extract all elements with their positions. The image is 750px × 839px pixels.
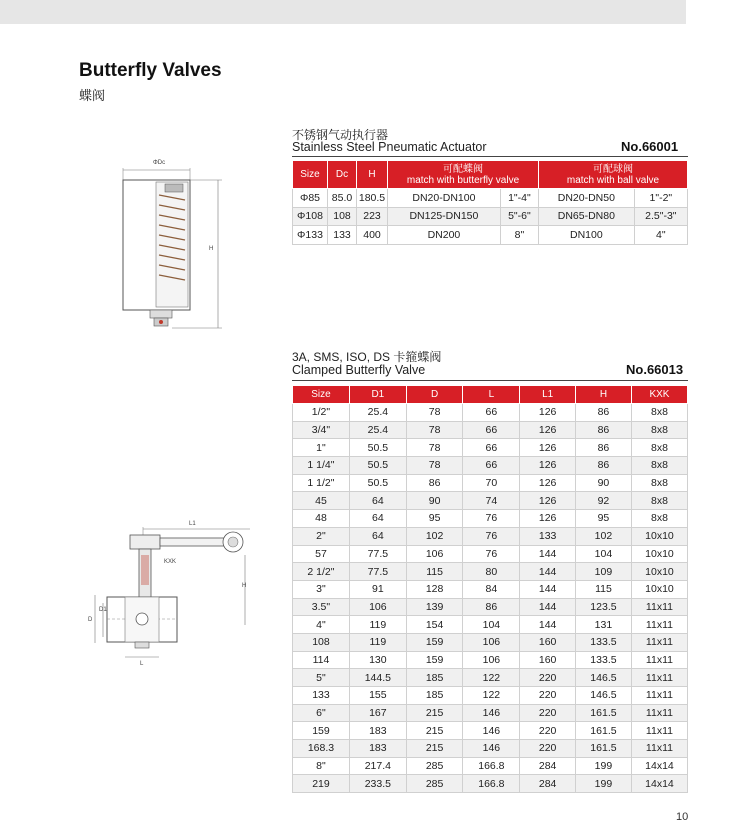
clamped-table — [292, 385, 688, 793]
table-cell: 78 — [406, 404, 463, 422]
table-cell: 144 — [520, 545, 576, 563]
table-cell: 86 — [575, 439, 631, 457]
table-cell: 86 — [575, 457, 631, 475]
table-cell: 180.5 — [357, 189, 388, 208]
table-row — [293, 545, 688, 563]
table-cell: 215 — [406, 740, 463, 758]
table-row — [293, 492, 688, 510]
table-cell: 219 — [293, 775, 350, 793]
table-cell: Φ108 — [293, 207, 328, 226]
table-cell: 159 — [406, 651, 463, 669]
table-cell: 102 — [575, 527, 631, 545]
table-cell: 146 — [463, 704, 520, 722]
table-row — [293, 740, 688, 758]
table-cell: 139 — [406, 598, 463, 616]
table-cell: 104 — [463, 616, 520, 634]
table-cell: 133.5 — [575, 651, 631, 669]
table-cell: 126 — [520, 421, 576, 439]
table-cell: 86 — [463, 598, 520, 616]
table-row — [293, 510, 688, 528]
page-subtitle: 蝶阀 — [79, 88, 106, 103]
table-row — [293, 404, 688, 422]
table-cell: 106 — [349, 598, 406, 616]
table-cell: 146 — [463, 740, 520, 758]
table-cell: 11x11 — [631, 740, 687, 758]
dimension-label-d1: D1 — [99, 607, 107, 613]
table-cell: 92 — [575, 492, 631, 510]
table-cell: 155 — [349, 687, 406, 705]
dimension-label-h: H — [209, 246, 214, 252]
table-cell: 11x11 — [631, 651, 687, 669]
table-cell: 14x14 — [631, 775, 687, 793]
table-cell: 106 — [463, 651, 520, 669]
table-cell: 86 — [575, 404, 631, 422]
table-cell: 25.4 — [349, 404, 406, 422]
table-row — [293, 616, 688, 634]
table-cell: 161.5 — [575, 740, 631, 758]
table-cell: Φ85 — [293, 189, 328, 208]
table-cell: 1"-4" — [500, 189, 538, 208]
actuator-title-en: Stainless Steel Pneumatic Actuator — [292, 140, 487, 154]
table-cell: 215 — [406, 722, 463, 740]
table-cell: 77.5 — [349, 545, 406, 563]
table-cell: 11x11 — [631, 616, 687, 634]
table-cell: 91 — [349, 580, 406, 598]
actuator-number: No.66001 — [621, 139, 679, 154]
table-cell: 144 — [520, 563, 576, 581]
table-cell: 223 — [357, 207, 388, 226]
col-header-kxk: KXK — [631, 386, 687, 404]
table-cell: 8x8 — [631, 421, 687, 439]
table-cell: 8x8 — [631, 439, 687, 457]
table-cell: 1 1/2" — [293, 474, 350, 492]
table-cell: 76 — [463, 510, 520, 528]
table-cell: 6" — [293, 704, 350, 722]
actuator-table — [292, 160, 688, 245]
page-number: 10 — [676, 811, 689, 823]
table-cell: 78 — [406, 457, 463, 475]
table-cell: 108 — [328, 207, 357, 226]
table-cell: 8" — [293, 757, 350, 775]
table-row — [293, 207, 688, 226]
table-row — [293, 226, 688, 245]
table-cell: 217.4 — [349, 757, 406, 775]
table-cell: 1 1/4" — [293, 457, 350, 475]
table-cell: 14x14 — [631, 757, 687, 775]
table-row — [293, 421, 688, 439]
table-cell: 8x8 — [631, 510, 687, 528]
table-cell: 1/2" — [293, 404, 350, 422]
table-row — [293, 651, 688, 669]
table-cell: 199 — [575, 775, 631, 793]
table-cell: DN20-DN100 — [388, 189, 501, 208]
table-cell: 8x8 — [631, 457, 687, 475]
table-row — [293, 704, 688, 722]
table-cell: 8" — [500, 226, 538, 245]
table-cell: 64 — [349, 527, 406, 545]
table-cell: 220 — [520, 704, 576, 722]
col-header-h: H — [357, 161, 388, 189]
table-cell: 76 — [463, 545, 520, 563]
dimension-label-l1: L1 — [189, 521, 196, 527]
table-cell: 133 — [328, 226, 357, 245]
clamped-title-en: Clamped Butterfly Valve — [292, 363, 426, 377]
table-cell: 108 — [293, 633, 350, 651]
table-row — [293, 474, 688, 492]
table-cell: 144 — [520, 616, 576, 634]
table-cell: 8x8 — [631, 492, 687, 510]
page-title: Butterfly Valves — [79, 60, 222, 81]
table-cell: 70 — [463, 474, 520, 492]
table-cell: 3.5" — [293, 598, 350, 616]
table-cell: 185 — [406, 687, 463, 705]
table-cell: 64 — [349, 492, 406, 510]
dimension-label-dc: ΦDc — [153, 160, 166, 166]
butterfly-header-en: match with butterfly valve — [406, 174, 520, 186]
table-cell: 4" — [293, 616, 350, 634]
table-cell: 220 — [520, 669, 576, 687]
table-cell: 64 — [349, 510, 406, 528]
table-cell: 80 — [463, 563, 520, 581]
table-cell: 109 — [575, 563, 631, 581]
table-cell: 11x11 — [631, 704, 687, 722]
col-header-dc: Dc — [328, 161, 357, 189]
table-cell: 102 — [406, 527, 463, 545]
table-cell: 4" — [634, 226, 687, 245]
table-row — [293, 580, 688, 598]
table-cell: 144 — [520, 598, 576, 616]
section-rule — [292, 380, 688, 381]
table-cell: 284 — [520, 757, 576, 775]
table-cell: 122 — [463, 669, 520, 687]
table-cell: 74 — [463, 492, 520, 510]
table-cell: 10x10 — [631, 545, 687, 563]
table-cell: 3" — [293, 580, 350, 598]
table-cell: DN200 — [388, 226, 501, 245]
table-cell: 85.0 — [328, 189, 357, 208]
table-cell: DN100 — [539, 226, 635, 245]
table-cell: 161.5 — [575, 704, 631, 722]
table-cell: 5"-6" — [500, 207, 538, 226]
table-cell: 126 — [520, 439, 576, 457]
table-cell: 1" — [293, 439, 350, 457]
table-cell: 78 — [406, 439, 463, 457]
table-cell: 2.5"-3" — [634, 207, 687, 226]
clamped-number: No.66013 — [626, 362, 684, 377]
table-cell: 146.5 — [575, 687, 631, 705]
actuator-title-cn: 不锈钢气动执行器 — [292, 128, 389, 142]
table-cell: 57 — [293, 545, 350, 563]
table-cell: DN65-DN80 — [539, 207, 635, 226]
table-cell: 185 — [406, 669, 463, 687]
table-cell: 161.5 — [575, 722, 631, 740]
table-cell: DN125-DN150 — [388, 207, 501, 226]
table-cell: 183 — [349, 740, 406, 758]
table-row — [293, 563, 688, 581]
table-cell: 11x11 — [631, 598, 687, 616]
table-cell: 5" — [293, 669, 350, 687]
table-cell: 133 — [293, 687, 350, 705]
actuator-table-body — [293, 189, 688, 245]
col-header-h: H — [575, 386, 631, 404]
table-cell: 66 — [463, 404, 520, 422]
table-cell: 48 — [293, 510, 350, 528]
table-cell: 119 — [349, 616, 406, 634]
table-cell: 8x8 — [631, 474, 687, 492]
table-cell: 66 — [463, 439, 520, 457]
table-cell: 220 — [520, 740, 576, 758]
table-cell: 215 — [406, 704, 463, 722]
top-bar — [0, 0, 686, 24]
table-cell: 90 — [575, 474, 631, 492]
col-header-size: Size — [293, 386, 350, 404]
table-cell: 166.8 — [463, 757, 520, 775]
dimension-label-kxk: KXK — [164, 559, 177, 565]
table-cell: 66 — [463, 421, 520, 439]
table-cell: 115 — [406, 563, 463, 581]
table-cell: 285 — [406, 775, 463, 793]
col-header-l1: L1 — [520, 386, 576, 404]
table-cell: 11x11 — [631, 722, 687, 740]
dimension-label-l: L — [140, 661, 144, 667]
table-row — [293, 598, 688, 616]
table-cell: 167 — [349, 704, 406, 722]
table-cell: 126 — [520, 492, 576, 510]
table-cell: 78 — [406, 421, 463, 439]
table-cell: 104 — [575, 545, 631, 563]
col-header-d: D — [406, 386, 463, 404]
table-cell: 126 — [520, 404, 576, 422]
table-row — [293, 757, 688, 775]
table-cell: 199 — [575, 757, 631, 775]
table-cell: 168.3 — [293, 740, 350, 758]
table-cell: 144 — [520, 580, 576, 598]
table-cell: 160 — [520, 633, 576, 651]
table-cell: 8x8 — [631, 404, 687, 422]
butterfly-header-cn: 可配蝶阀 — [443, 163, 483, 175]
table-cell: 77.5 — [349, 563, 406, 581]
table-cell: 284 — [520, 775, 576, 793]
table-row — [293, 669, 688, 687]
table-row — [293, 439, 688, 457]
section-rule — [292, 156, 688, 157]
table-row — [293, 527, 688, 545]
table-cell: 66 — [463, 457, 520, 475]
table-cell: 128 — [406, 580, 463, 598]
table-cell: 146 — [463, 722, 520, 740]
col-header-ball — [539, 161, 688, 189]
table-cell: 133.5 — [575, 633, 631, 651]
table-cell: 220 — [520, 687, 576, 705]
table-cell: 25.4 — [349, 421, 406, 439]
table-cell: 86 — [406, 474, 463, 492]
table-cell: 160 — [520, 651, 576, 669]
col-header-butterfly — [388, 161, 539, 189]
table-cell: 86 — [575, 421, 631, 439]
table-cell: 2 1/2" — [293, 563, 350, 581]
table-cell: 285 — [406, 757, 463, 775]
table-cell: 130 — [349, 651, 406, 669]
dimension-label-d: D — [88, 617, 93, 623]
table-cell: 133 — [520, 527, 576, 545]
clamped-title-cn: 3A, SMS, ISO, DS 卡箍蝶阀 — [292, 350, 442, 364]
table-row — [293, 775, 688, 793]
valve-drawing — [85, 515, 265, 675]
table-cell: 154 — [406, 616, 463, 634]
col-header-d1: D1 — [349, 386, 406, 404]
table-cell: 10x10 — [631, 527, 687, 545]
table-cell: 159 — [406, 633, 463, 651]
table-cell: 126 — [520, 457, 576, 475]
actuator-drawing — [110, 150, 240, 340]
table-cell: 2" — [293, 527, 350, 545]
table-cell: 166.8 — [463, 775, 520, 793]
ball-header-en: match with ball valve — [566, 174, 660, 186]
table-cell: 95 — [406, 510, 463, 528]
table-row — [293, 633, 688, 651]
table-cell: 10x10 — [631, 580, 687, 598]
table-cell: 220 — [520, 722, 576, 740]
col-header-l: L — [463, 386, 520, 404]
table-row — [293, 457, 688, 475]
table-cell: 76 — [463, 527, 520, 545]
table-cell: 123.5 — [575, 598, 631, 616]
table-cell: 126 — [520, 510, 576, 528]
table-cell: Φ133 — [293, 226, 328, 245]
table-cell: 95 — [575, 510, 631, 528]
table-cell: 45 — [293, 492, 350, 510]
table-cell: 115 — [575, 580, 631, 598]
table-cell: 233.5 — [349, 775, 406, 793]
col-header-size: Size — [293, 161, 328, 189]
table-cell: 114 — [293, 651, 350, 669]
table-cell: 11x11 — [631, 687, 687, 705]
table-cell: 50.5 — [349, 474, 406, 492]
table-cell: DN20-DN50 — [539, 189, 635, 208]
table-cell: 10x10 — [631, 563, 687, 581]
ball-header-cn: 可配球阀 — [593, 163, 633, 175]
table-cell: 131 — [575, 616, 631, 634]
table-row — [293, 189, 688, 208]
table-cell: 400 — [357, 226, 388, 245]
table-cell: 146.5 — [575, 669, 631, 687]
table-cell: 159 — [293, 722, 350, 740]
table-cell: 183 — [349, 722, 406, 740]
table-cell: 11x11 — [631, 669, 687, 687]
table-row — [293, 722, 688, 740]
table-cell: 122 — [463, 687, 520, 705]
clamped-table-body — [293, 404, 688, 793]
table-cell: 126 — [520, 474, 576, 492]
table-cell: 90 — [406, 492, 463, 510]
table-cell: 106 — [406, 545, 463, 563]
table-cell: 106 — [463, 633, 520, 651]
table-cell: 11x11 — [631, 633, 687, 651]
table-cell: 84 — [463, 580, 520, 598]
table-cell: 144.5 — [349, 669, 406, 687]
table-cell: 119 — [349, 633, 406, 651]
table-cell: 3/4" — [293, 421, 350, 439]
table-cell: 1"-2" — [634, 189, 687, 208]
table-cell: 50.5 — [349, 457, 406, 475]
table-row — [293, 687, 688, 705]
dimension-label-h: H — [242, 583, 247, 589]
table-cell: 50.5 — [349, 439, 406, 457]
